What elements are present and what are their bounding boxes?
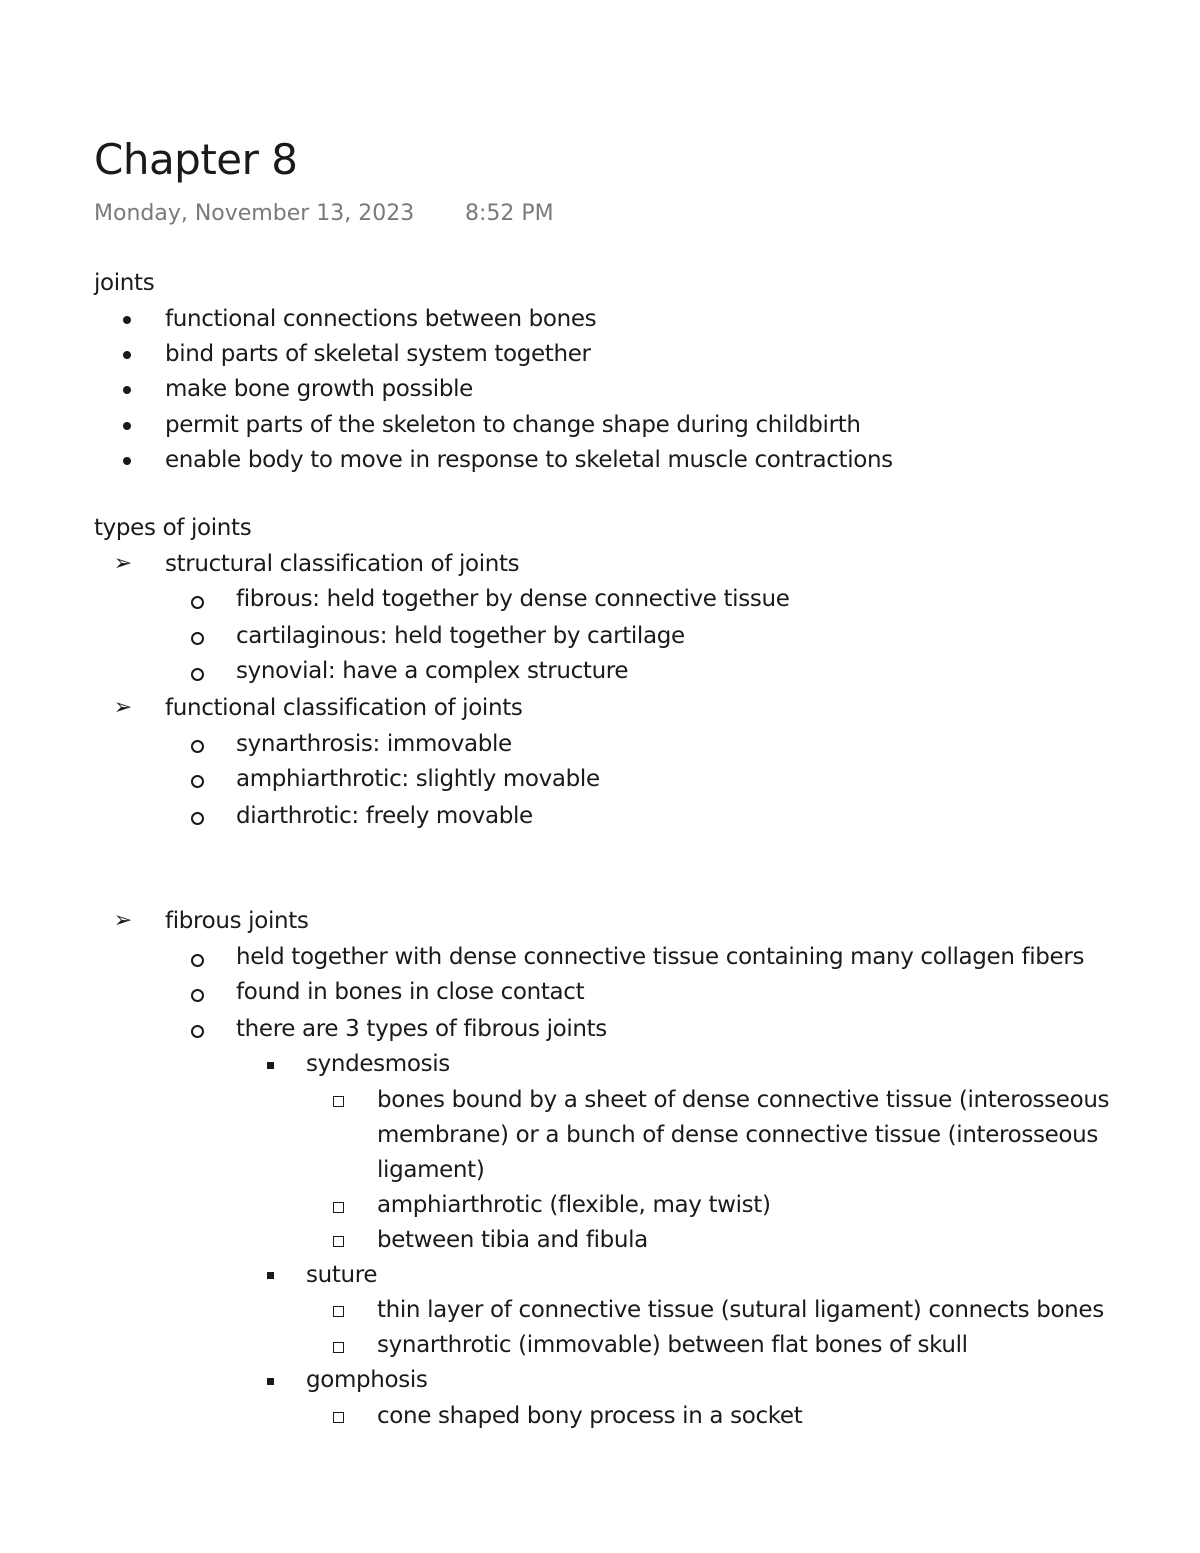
circle-bullet-icon [191,812,204,825]
square-bullet-icon [267,1272,274,1279]
list-item: diarthrotic: freely movable [236,803,533,829]
list-item: make bone growth possible [165,376,473,402]
circle-bullet-icon [191,740,204,753]
hollow-square-bullet-icon [333,1306,344,1317]
list-item: functional connections between bones [165,306,597,332]
arrow-bullet-icon: ➢ [113,908,133,933]
hollow-square-bullet-icon [333,1096,344,1107]
bullet-icon [123,457,131,465]
square-bullet-icon [267,1378,274,1385]
bullet-icon [123,351,131,359]
list-item: suture [306,1262,378,1288]
bullet-icon [123,316,131,324]
list-item: bind parts of skeletal system together [165,341,591,367]
list-item: functional classification of joints [165,695,523,721]
list-item: thin layer of connective tissue (sutural ligament) connects bones [377,1297,1104,1323]
circle-bullet-icon [191,989,204,1002]
list-item: structural classification of joints [165,551,520,577]
bullet-icon [123,386,131,394]
list-item: synarthrotic (immovable) between flat bones of skull [377,1332,968,1358]
page-date: Monday, November 13, 2023 [94,201,415,226]
circle-bullet-icon [191,1025,204,1038]
arrow-bullet-icon: ➢ [113,551,133,576]
arrow-bullet-icon: ➢ [113,695,133,720]
list-item: there are 3 types of fibrous joints [236,1016,607,1042]
page-title: Chapter 8 [94,135,298,184]
list-item: fibrous: held together by dense connective tissue [236,586,790,612]
list-item: cartilaginous: held together by cartilage [236,623,685,649]
hollow-square-bullet-icon [333,1342,344,1353]
section-heading-joints: joints [94,270,155,296]
circle-bullet-icon [191,596,204,609]
list-item: held together with dense connective tissue containing many collagen fibers [236,944,1085,970]
hollow-square-bullet-icon [333,1412,344,1423]
hollow-square-bullet-icon [333,1202,344,1213]
list-item: amphiarthrotic: slightly movable [236,766,600,792]
list-item: found in bones in close contact [236,979,585,1005]
list-item: gomphosis [306,1367,428,1393]
list-item: amphiarthrotic (flexible, may twist) [377,1192,771,1218]
hollow-square-bullet-icon [333,1236,344,1247]
list-item: fibrous joints [165,908,309,934]
list-item: synovial: have a complex structure [236,658,629,684]
list-item: enable body to move in response to skeletal muscle contractions [165,447,893,473]
list-item: syndesmosis [306,1051,450,1077]
list-item-continuation: membrane) or a bunch of dense connective tissue (interosseous [377,1122,1098,1148]
square-bullet-icon [267,1062,274,1069]
section-heading-types: types of joints [94,515,252,541]
list-item: bones bound by a sheet of dense connective tissue (interosseous [377,1087,1110,1113]
list-item: permit parts of the skeleton to change shape during childbirth [165,412,861,438]
list-item: between tibia and fibula [377,1227,648,1253]
circle-bullet-icon [191,668,204,681]
circle-bullet-icon [191,954,204,967]
page-time: 8:52 PM [465,201,554,226]
list-item-continuation: ligament) [377,1157,485,1183]
list-item: cone shaped bony process in a socket [377,1403,803,1429]
circle-bullet-icon [191,632,204,645]
bullet-icon [123,422,131,430]
circle-bullet-icon [191,775,204,788]
list-item: synarthrosis: immovable [236,731,512,757]
